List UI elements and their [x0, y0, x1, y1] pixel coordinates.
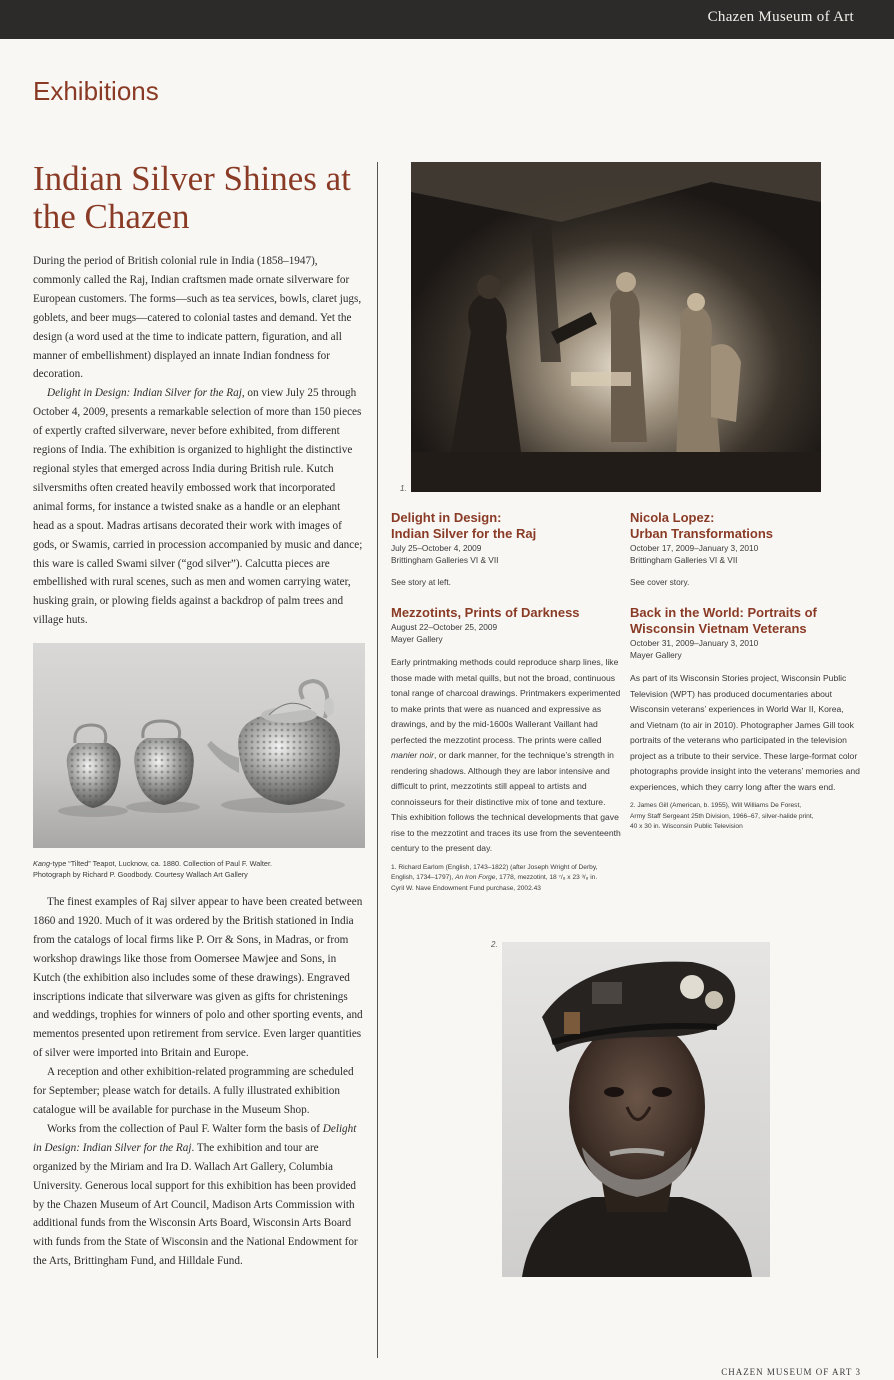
exhibition-title: [630, 510, 860, 542]
article-paragraph: A reception and other exhibition-related programming are scheduled for September; please watch for details. A fully illustrated exhibition catalogue will be available for purchase in the Museum Shop.: [33, 1066, 354, 1116]
figure-credit: [630, 801, 860, 833]
credit-text: , 1778, mezzotint, 18 ⁷/₈ x 23 ³/₈ in.: [495, 874, 598, 881]
credit-text: 1. Richard Earlom (English, 1743–1822) (after Joseph Wright of Derby, English, 1734–1797),: [391, 863, 598, 881]
title-line: Indian Silver for the Raj: [391, 526, 537, 541]
exhibition-description: [391, 655, 621, 857]
caption-italic: Kang: [33, 859, 51, 868]
silver-teapot-photo: [33, 643, 365, 848]
exhibition-title: [391, 510, 621, 542]
exhibition-title: Mezzotints, Prints of Darkness: [391, 605, 580, 620]
credit-italic: An Iron Forge: [455, 874, 496, 881]
desc-text: Early printmaking methods could reproduce sharp lines, like those made with metal quills, but not the broad, continuous tonal range of charcoal drawings. Printmakers experimented to make prints that were as nuanced and expressive as drawings, and by the mid-1600s Wallerant Vaillant had perfected the mezzotint process. The prints were called: [391, 657, 621, 745]
veteran-portrait-photo: [502, 942, 770, 1277]
credit-line: Army Staff Sergeant 25th Division, 1966–67, silver-halide print,: [630, 812, 814, 820]
caption-line: Photograph by Richard P. Goodbody. Courtesy Wallach Art Gallery: [33, 870, 248, 879]
article-paragraph: During the period of British colonial rule in India (1858–1947), commonly called the Raj, Indian craftsmen made ornate silverware for European customers. The forms—such as tea services, bowls, claret jugs, goblets, and beer mugs—catered to colonial tastes and demand. Yet the design (a word used at the time to indicate pattern, figuration, and all manner of embellishment) displayed an innate Indian fondness for decoration.: [33, 255, 362, 381]
desc-italic: manier noir: [391, 750, 434, 760]
exhibition-description: As part of its Wisconsin Stories project, Wisconsin Public Television (WPT) has produced documentaries about Wisconsin veterans’ experiences in World War II, Korea, and Vietnam (to air in 2010). Photographer James Gill took portraits of the veterans who participated in the television project as a tribute to their service. These large-format color photographs provide insight into the veterans’ memories and experiences, which they carry long after the wars end.: [630, 673, 860, 792]
title-line: Urban Transformations: [630, 526, 774, 541]
museum-brand: Chazen Museum of Art: [707, 9, 854, 25]
paragraph-text: Works from the collection of Paul F. Walter form the basis of: [47, 1122, 323, 1135]
exhibition-gallery: Brittingham Galleries VI & VII: [391, 555, 499, 565]
exhibition-title-italic: Delight in Design: Indian Silver for the Raj: [47, 387, 242, 400]
article-intro: [33, 252, 363, 630]
caption-line: [33, 858, 365, 869]
exhibition-gallery: Brittingham Galleries VI & VII: [630, 555, 738, 565]
paragraph-text: , on view July 25 through October 4, 2009, presents a remarkable selection of more than 150 pieces of expertly crafted silverware, never before exhibited, from different regions of India. The exhibition is organized to highlight the distinctive regional styles that emerged across India during British rule. Kutch silversmiths often created heavily embossed work that incorporated animal forms, for instance a twisted snake as a handle or an elephant head as a spout. Madras artisans decorated their work with images of gods, or Swamis, carried in procession accompanied by music and dance; this ware is called Swami silver (“god silver”). Calcutta pieces are embellished with rural scenes, such as men and women carrying water, husking grain, or plowing fields against a backdrop of palm trees and village huts.: [33, 387, 363, 627]
article-continued: [33, 893, 365, 1271]
title-line: Nicola Lopez:: [630, 510, 715, 525]
exhibition-note: See story at left.: [391, 577, 451, 587]
paragraph-text: . The exhibition and tour are organized by the Miriam and Ira D. Wallach Art Gallery, Columbia University. Generous local support for this exhibition has been provided by the Chazen Museum of Art Council, Madison Arts Commission with additional funds from the Wisconsin Arts Board, Wisconsin Arts Board with funds from the State of Wisconsin and the National Endowment for the Arts, Brittingham Fund, and Hilldale Fund.: [33, 1141, 358, 1268]
exhibition-gallery: Mayer Gallery: [630, 650, 682, 660]
title-line: Back in the World: Portraits of: [630, 605, 817, 620]
section-title: Exhibitions: [33, 76, 159, 106]
exhibition-dates: October 31, 2009–January 3, 2010: [630, 638, 759, 648]
silver-photo-caption: [33, 858, 365, 880]
figure-number: 1.: [400, 484, 407, 493]
article-paragraph: [33, 1120, 365, 1271]
title-line: Wisconsin Vietnam Veterans: [630, 621, 807, 636]
exhibition-lopez: [630, 510, 860, 588]
top-banner: [0, 0, 894, 39]
iron-forge-mezzotint: [411, 162, 821, 492]
article-paragraph: [33, 384, 363, 630]
exhibition-title-italic: Delight in Design: Indian Silver for the Raj: [33, 1122, 357, 1154]
figure-credit: [391, 863, 621, 895]
credit-line: 40 x 30 in. Wisconsin Public Television: [630, 823, 743, 830]
exhibition-title: [630, 605, 860, 637]
article-paragraph: The finest examples of Raj silver appear to have been created between 1860 and 1920. Much of it was ordered by the British stationed in India from the catalogs of local firms like P. Orr & Sons, in Madras, or from workshop drawings like those from Oomersee Mawjee and Sons, in Kutch (the exhibition also includes some of these drawings). Engraved inscriptions indicate that silverware was given as gifts for christenings and weddings, trophies for winners of polo and other sporting events, and mementos presented upon retirement from service. Even larger quantities of silver were imported into Britain and Europe.: [33, 896, 363, 1060]
credit-line: 2. James Gill (American, b. 1955), Will Williams De Forest,: [630, 802, 802, 809]
credit-line: Cyril W. Nave Endowment Fund purchase, 2002.43: [391, 884, 541, 892]
credit-line: [391, 863, 621, 884]
exhibition-mezzotints: [391, 605, 621, 894]
page-footer: CHAZEN MUSEUM OF ART 3: [721, 1367, 861, 1377]
exhibition-gallery: Mayer Gallery: [391, 634, 443, 644]
exhibition-veterans: [630, 605, 860, 833]
exhibition-dates: August 22–October 25, 2009: [391, 622, 498, 632]
exhibition-delight: [391, 510, 621, 588]
exhibition-note: See cover story.: [630, 577, 690, 587]
desc-text: , or dark manner, for the technique’s strength in rendering shadows. Although they are labor intensive and difficult to print, mezzotints still appeal to artists and connoisseurs for their distinctive mix of tone and texture. This exhibition follows the technical developments that gave rise to the mezzotint and traces its use from the seventeenth century to the present day.: [391, 750, 621, 853]
figure-number: 2.: [491, 940, 498, 949]
title-line: Delight in Design:: [391, 510, 502, 525]
caption-text: -type “Tilted” Teapot, Lucknow, ca. 1880. Collection of Paul F. Walter.: [50, 859, 273, 868]
exhibition-dates: July 25–October 4, 2009: [391, 543, 482, 553]
exhibition-dates: October 17, 2009–January 3, 2010: [630, 543, 759, 553]
column-divider: [377, 162, 378, 1358]
article-headline: Indian Silver Shines at the Chazen: [33, 159, 351, 236]
